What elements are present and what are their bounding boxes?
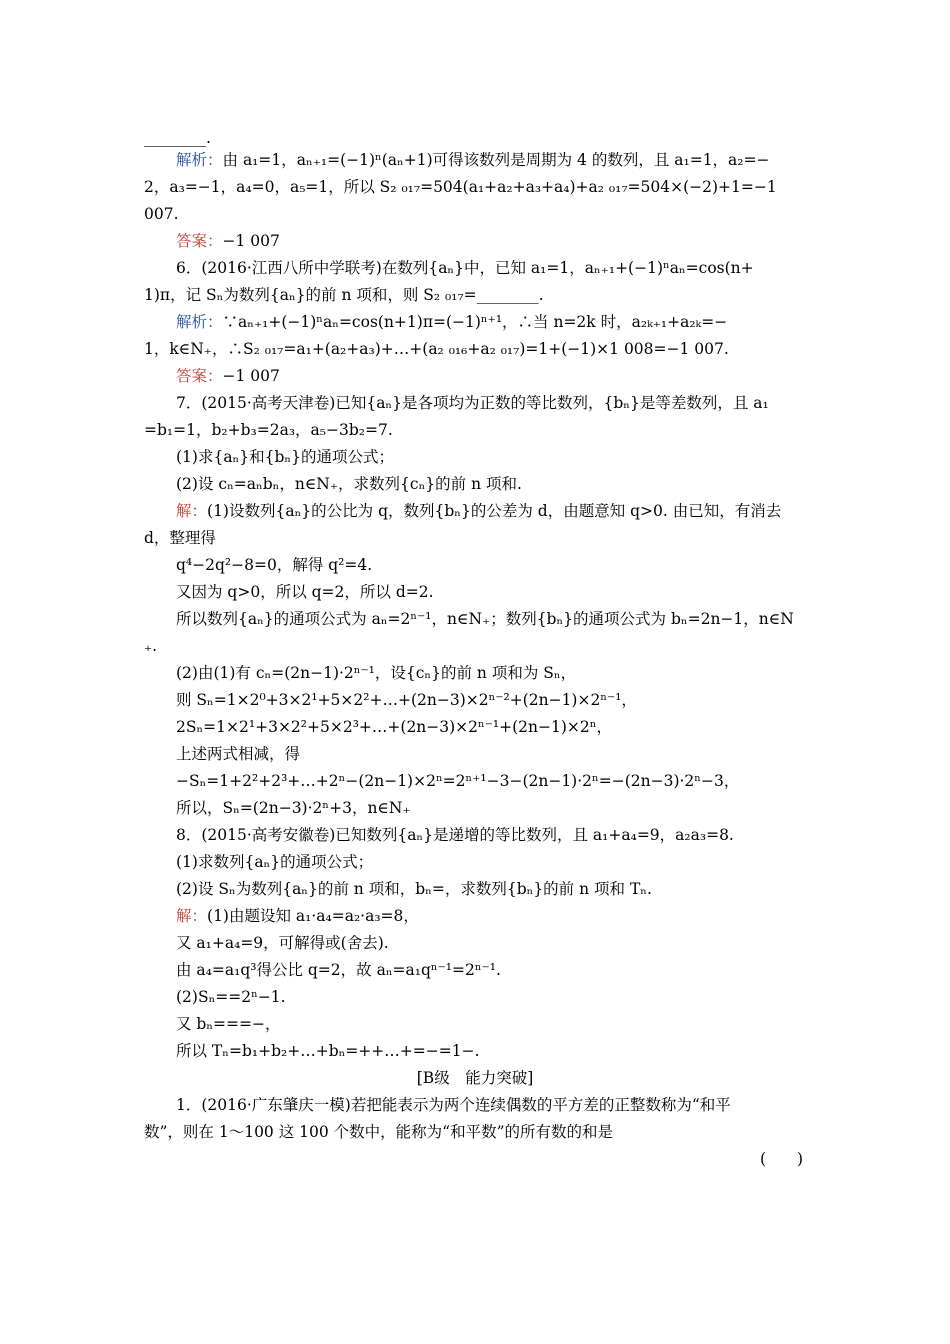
text-line: (2)设 cₙ=aₙbₙ，n∈N₊，求数列{cₙ}的前 n 项和. <box>176 475 522 493</box>
text-line: 所以数列{aₙ}的通项公式为 aₙ=2ⁿ⁻¹，n∈N₊；数列{bₙ}的通项公式为 bₙ=2n−1，n∈N <box>176 610 794 628</box>
text-line: 则 Sₙ=1×2⁰+3×2¹+5×2²+…+(2n−3)×2ⁿ⁻²+(2n−1)×2ⁿ⁻¹， <box>176 691 637 709</box>
text-line: 由 a₄=a₁q³得公比 q=2，故 aₙ=a₁qⁿ⁻¹=2ⁿ⁻¹. <box>176 961 501 979</box>
text-line: (2)设 Sₙ为数列{aₙ}的前 n 项和，bₙ=，求数列{bₙ}的前 n 项和 Tₙ. <box>176 880 652 898</box>
answer-blank: ( ) <box>760 1150 804 1168</box>
solution-line: 解：(1)由题设知 a₁·a₄=a₂·a₃=8， <box>176 907 419 925</box>
text-line: 007. <box>144 205 179 223</box>
analysis-line: 解析：∵aₙ₊₁+(−1)ⁿaₙ=cos(n+1)π=(−1)ⁿ⁺¹，∴当 n=2k 时，a₂ₖ₊₁+a₂ₖ=− <box>176 313 728 331</box>
text-line: 又 a₁+a₄=9，可解得或(舍去). <box>176 934 389 952</box>
text-line: (2)Sₙ==2ⁿ−1. <box>176 988 286 1006</box>
question-6: 6．(2016·江西八所中学联考)在数列{aₙ}中，已知 a₁=1，aₙ₊₁+(−1)ⁿaₙ=cos(n+ <box>176 259 754 277</box>
text-line: (1)求数列{aₙ}的通项公式； <box>176 853 374 871</box>
text-line: =b₁=1，b₂+b₃=2a₃，a₅−3b₂=7. <box>144 421 393 439</box>
text-line: (1)求{aₙ}和{bₙ}的通项公式； <box>176 448 394 466</box>
text-line: 所以 Tₙ=b₁+b₂+…+bₙ=++…+=−=1−. <box>176 1042 480 1060</box>
question-b1: 1．(2016·广东肇庆一模)若把能表示为两个连续偶数的平方差的正整数称为“和平 <box>176 1096 731 1114</box>
question-7: 7．(2015·高考天津卷)已知{aₙ}是各项均为正数的等比数列，{bₙ}是等差数列，且 a₁ <box>176 394 769 412</box>
text-line: 又 bₙ===−， <box>176 1015 281 1033</box>
text-line: q⁴−2q²−8=0，解得 q²=4. <box>176 556 373 574</box>
text-line: 上述两式相减，得 <box>176 745 301 763</box>
text-line: 所以，Sₙ=(2n−3)·2ⁿ+3，n∈N₊ <box>176 799 411 817</box>
analysis-label: 解析： <box>176 151 223 169</box>
text-line: 2Sₙ=1×2¹+3×2²+5×2³+…+(2n−3)×2ⁿ⁻¹+(2n−1)×2ⁿ， <box>176 718 612 736</box>
question-8: 8．(2015·高考安徽卷)已知数列{aₙ}是递增的等比数列，且 a₁+a₄=9，a₂a₃=8. <box>176 826 734 844</box>
answer-label: 答案： <box>176 232 223 250</box>
solution-label: 解： <box>176 907 208 925</box>
text-line: 1)π，记 Sₙ为数列{aₙ}的前 n 项和，则 S₂ ₀₁₇=________. <box>144 286 544 304</box>
text-line: (2)由(1)有 cₙ=(2n−1)·2ⁿ⁻¹，设{cₙ}的前 n 项和为 Sₙ， <box>176 664 577 682</box>
analysis-label: 解析： <box>176 313 223 331</box>
text-line: −Sₙ=1+2²+2³+…+2ⁿ−(2n−1)×2ⁿ=2ⁿ⁺¹−3−(2n−1)·2ⁿ=−(2n−3)·2ⁿ−3， <box>176 772 740 790</box>
solution-label: 解： <box>176 502 208 520</box>
text-line: ₊. <box>144 637 158 655</box>
text-line: 数”，则在 1～100 这 100 个数中，能称为“和平数”的所有数的和是 <box>144 1123 614 1141</box>
answer-line: 答案：−1 007 <box>176 232 280 250</box>
section-heading: [B级 能力突破] <box>416 1069 534 1087</box>
solution-line: 解：(1)设数列{aₙ}的公比为 q，数列{bₙ}的公差为 d，由题意知 q>0. 由已知，有消去 <box>176 502 782 520</box>
blank-line: ________. <box>144 129 211 147</box>
text-line: 又因为 q>0，所以 q=2，所以 d=2. <box>176 583 434 601</box>
analysis-line: 解析：由 a₁=1，aₙ₊₁=(−1)ⁿ(aₙ+1)可得该数列是周期为 4 的数列，且 a₁=1，a₂=− <box>176 151 770 169</box>
text-line: 1，k∈N₊，∴S₂ ₀₁₇=a₁+(a₂+a₃)+…+(a₂ ₀₁₆+a₂ ₀₁₇)=1+(−1)×1 008=−1 007. <box>144 340 729 358</box>
text-line: 2，a₃=−1，a₄=0，a₅=1，所以 S₂ ₀₁₇=504(a₁+a₂+a₃+a₄)+a₂ ₀₁₇=504×(−2)+1=−1 <box>144 178 777 196</box>
answer-line: 答案：−1 007 <box>176 367 280 385</box>
text-line: d，整理得 <box>144 529 216 547</box>
answer-label: 答案： <box>176 367 223 385</box>
